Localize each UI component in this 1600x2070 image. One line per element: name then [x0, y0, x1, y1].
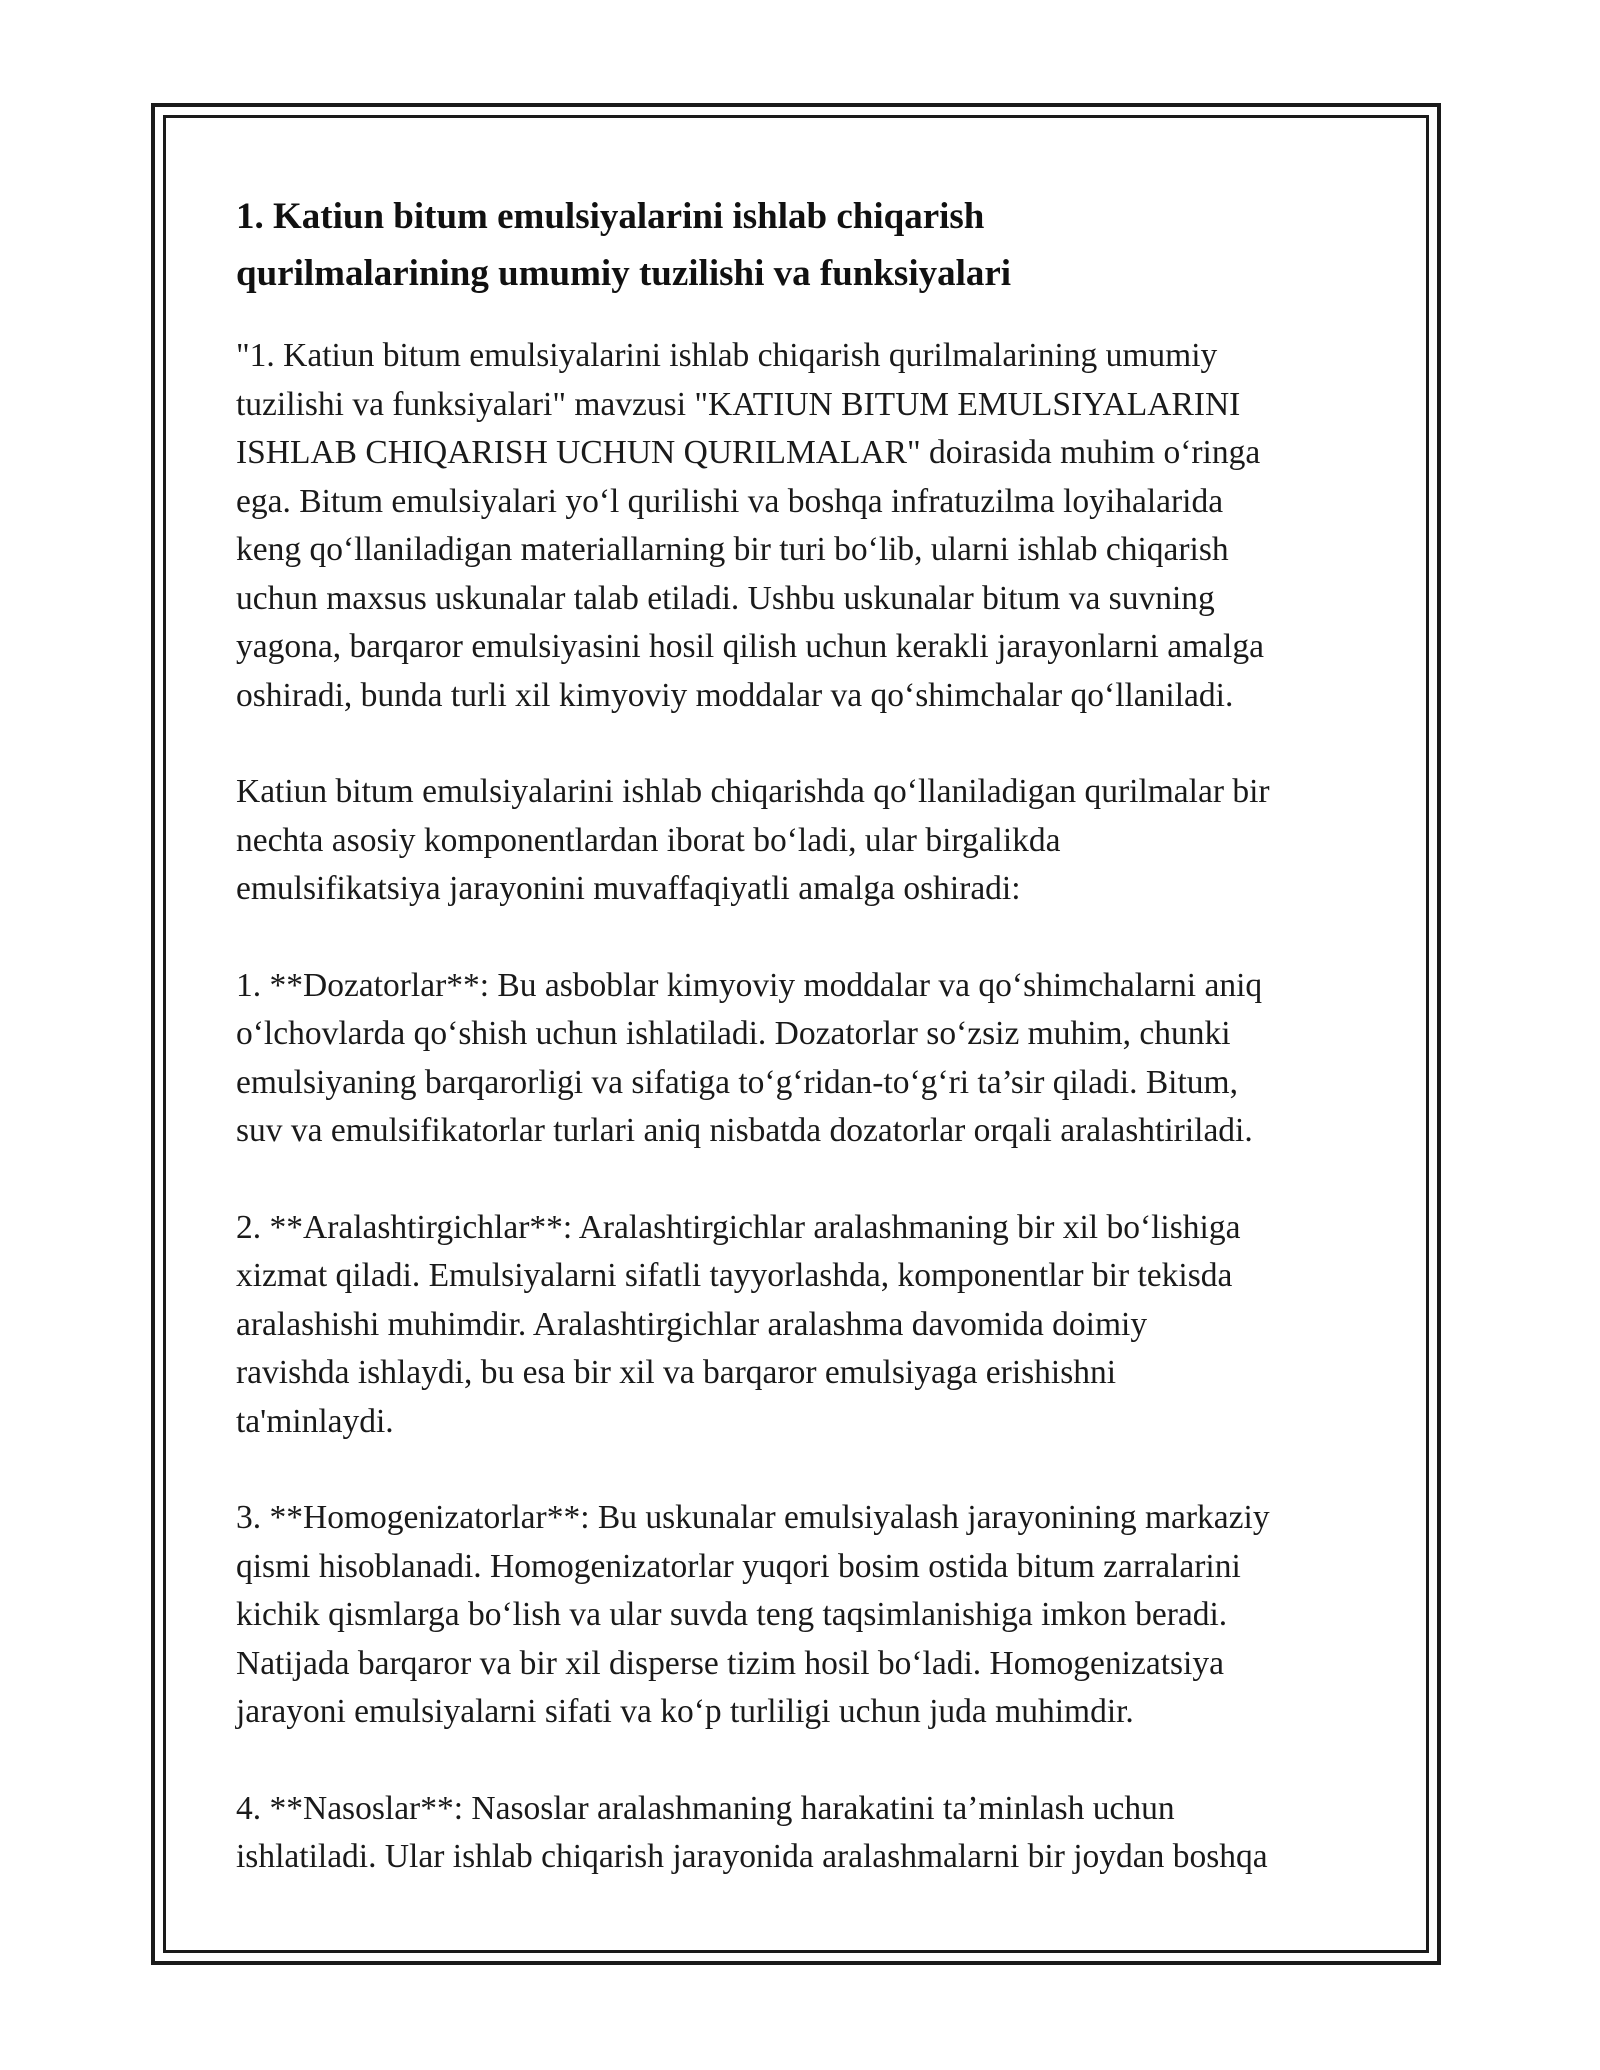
text-line: qismi hisoblanadi. Homogenizatorlar yuqori bosim ostida bitum zarralarini — [236, 1547, 1241, 1585]
document-title — [236, 188, 1136, 302]
text-line: 3. **Homogenizatorlar**: Bu uskunalar emulsiyalash jarayonining markaziy — [236, 1499, 1270, 1536]
document-body — [236, 332, 1386, 1882]
text-line: jarayoni emulsiyalarni sifati va ko‘p turliligi uchun juda muhimdir. — [236, 1693, 1134, 1730]
paragraph-intro — [236, 332, 1386, 720]
text-line: ega. Bitum emulsiyalari yo‘l qurilishi va boshqa infratuzilma loyihalarida — [236, 482, 1224, 520]
text-line: Katiun bitum emulsiyalarini ishlab chiqarishda qo‘llaniladigan qurilmalar bir — [236, 773, 1270, 810]
text-line: ishlatiladi. Ular ishlab chiqarish jarayonida aralashmalarni bir joydan boshqa — [236, 1838, 1268, 1875]
text-line: uchun maxsus uskunalar talab etiladi. Ushbu uskunalar bitum va suvning — [236, 579, 1215, 617]
text-line: ISHLAB CHIQARISH UCHUN QURILMALAR" doirasida muhim o‘ringa — [236, 434, 1261, 471]
paragraph-item-dozatorlar — [236, 962, 1386, 1156]
text-line: Natijada barqaror va bir xil disperse tizim hosil bo‘ladi. Homogenizatsiya — [236, 1644, 1224, 1682]
text-line: suv va emulsifikatorlar turlari aniq nisbatda dozatorlar orqali aralashtiriladi. — [236, 1112, 1253, 1149]
text-line: oshiradi, bunda turli xil kimyoviy moddalar va qo‘shimchalar qo‘llaniladi. — [236, 676, 1234, 714]
text-line: keng qo‘llaniladigan materiallarning bir turi bo‘lib, ularni ishlab chiqarish — [236, 531, 1229, 568]
text-line: tuzilishi va funksiyalari" mavzusi "KATIUN BITUM EMULSIYALARINI — [236, 385, 1241, 423]
text-line: kichik qismlarga bo‘lish va ular suvda teng taqsimlanishiga imkon beradi. — [236, 1596, 1228, 1633]
text-line: 2. **Aralashtirgichlar**: Aralashtirgichlar aralashmaning bir xil bo‘lishiga — [236, 1208, 1241, 1246]
document-title-line: 1. Katiun bitum emulsiyalarini ishlab chiqarish — [236, 196, 985, 237]
document-title-line: qurilmalarining umumiy tuzilishi va funksiyalari — [236, 253, 1012, 294]
document-content — [236, 188, 1386, 1882]
text-line: xizmat qiladi. Emulsiyalarni sifatli tayyorlashda, komponentlar bir tekisda — [236, 1257, 1233, 1294]
text-line: yagona, barqaror emulsiyasini hosil qilish uchun kerakli jarayonlarni amalga — [236, 628, 1264, 665]
text-line: nechta asosiy komponentlardan iborat bo‘ladi, ular birgalikda — [236, 821, 1061, 859]
text-line: 1. **Dozatorlar**: Bu asboblar kimyoviy moddalar va qo‘shimchalarni aniq — [236, 966, 1263, 1004]
text-line: 4. **Nasoslar**: Nasoslar aralashmaning harakatini ta’minlash uchun — [236, 1789, 1175, 1827]
paragraph-item-aralashtirgichlar — [236, 1204, 1386, 1447]
text-line: o‘lchovlarda qo‘shish uchun ishlatiladi. Dozatorlar so‘zsiz muhim, chunki — [236, 1015, 1231, 1052]
text-line: emulsiyaning barqarorligi va sifatiga to‘g‘ridan-to‘g‘ri ta’sir qiladi. Bitum, — [236, 1063, 1238, 1101]
paragraph-item-homogenizatorlar — [236, 1494, 1386, 1737]
text-line: ravishda ishlaydi, bu esa bir xil va barqaror emulsiyaga erishishni — [236, 1354, 1117, 1391]
text-line: "1. Katiun bitum emulsiyalarini ishlab chiqarish qurilmalarining umumiy — [236, 337, 1218, 374]
text-line: aralashishi muhimdir. Aralashtirgichlar aralashma davomida doimiy — [236, 1305, 1148, 1343]
text-line: emulsifikatsiya jarayonini muvaffaqiyatli amalga oshiradi: — [236, 870, 1021, 907]
paragraph-item-nasoslar — [236, 1785, 1386, 1882]
paragraph-components-overview — [236, 768, 1386, 914]
text-line: ta'minlaydi. — [236, 1402, 394, 1440]
